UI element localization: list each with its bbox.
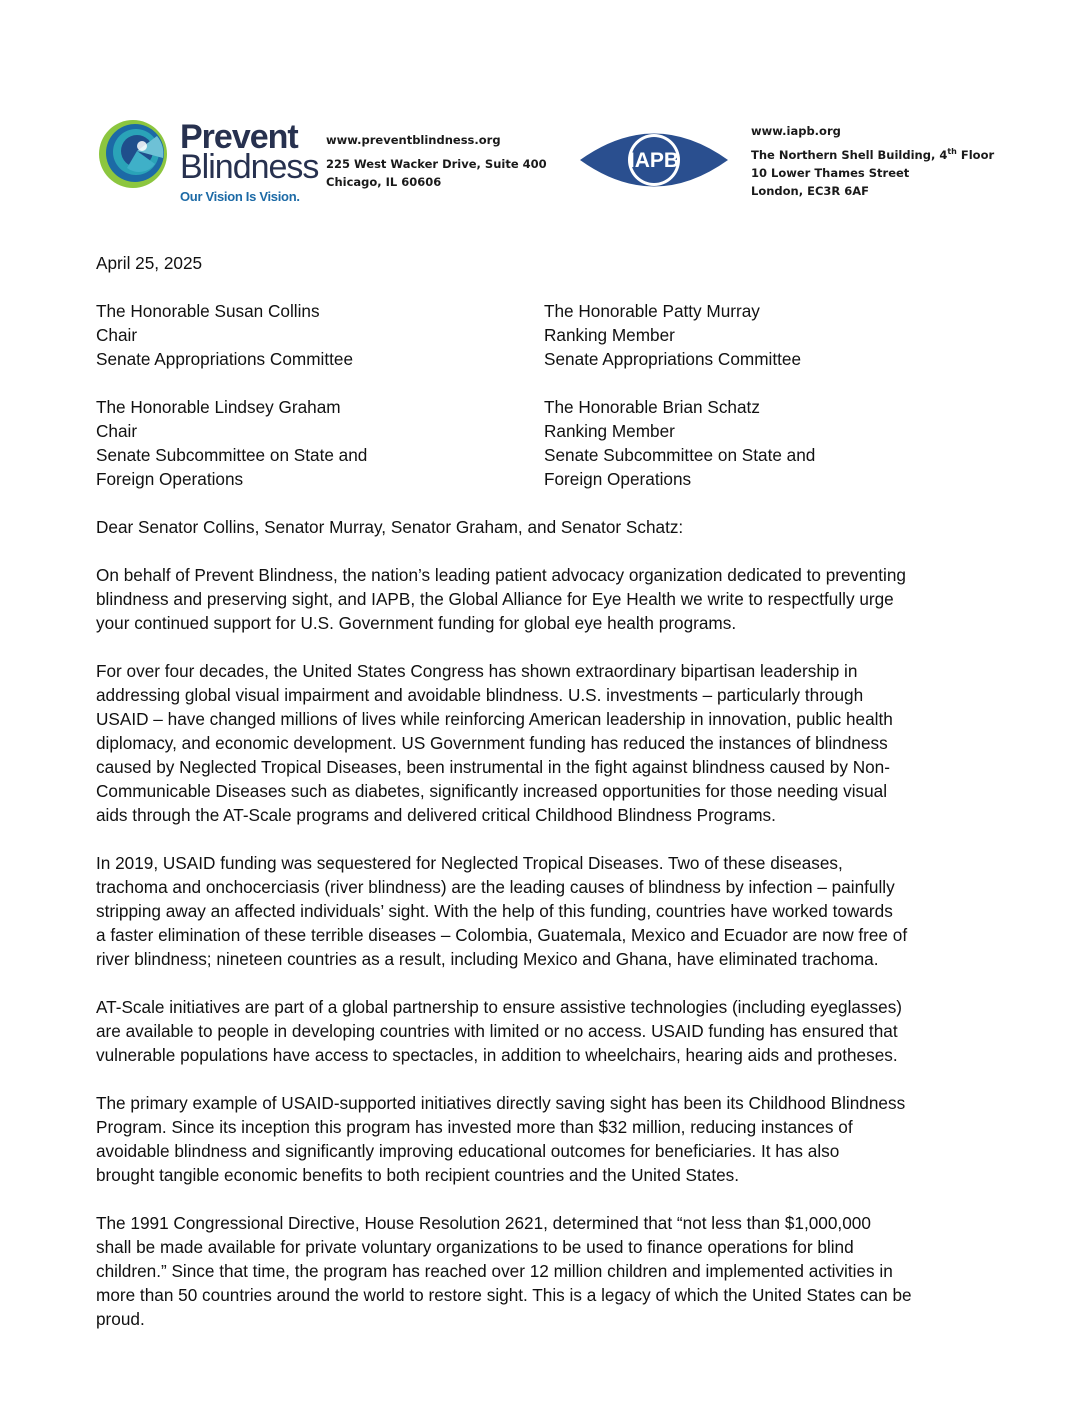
letter-date: April 25, 2025 [96,253,203,273]
prevent-blindness-address [326,131,547,191]
iapb-address [751,122,994,200]
org-name-line2: Blindness [180,148,319,186]
prevent-blindness-wordmark [180,118,319,186]
iapb-website: www.iapb.org [751,124,841,138]
addressee-title: Ranking Member [544,325,675,345]
body-paragraph: In 2019, USAID funding was sequestered for Neglected Tropical Diseases. Two of these diseases, trachoma and onchocerciasis (river blindness) are the leading causes of blindness by infection – painfully stripping away an affected individuals’ sight. With the help of this funding, countries have worked towards a faster elimination of these terrible diseases – Colombia, Guatemala, Mexico and Ecuador are now free of river blindness; nineteen countries as a result, including Mexico and Ghana, have eliminated trachoma. [96,853,908,969]
addressee-committee: Senate Appropriations Committee [96,349,353,369]
addressee-name: The Honorable Patty Murray [544,301,760,321]
addressee-title: Ranking Member [544,421,675,441]
letter-body [96,251,996,1355]
addressee [96,299,544,371]
salutation: Dear Senator Collins, Senator Murray, Senator Graham, and Senator Schatz: [96,517,684,537]
addressee-title: Chair [96,421,138,441]
org-name-line1: Prevent [180,118,298,156]
addressee-name: The Honorable Susan Collins [96,301,320,321]
addressee [96,395,544,491]
address-line: 10 Lower Thames Street [751,166,910,180]
address-line: The Northern Shell Building, 4th Floor [751,147,995,162]
addressee-committee: Foreign Operations [96,469,244,489]
addressee-block [96,299,996,491]
prevent-blindness-logo-icon [97,118,187,190]
address-line: London, EC3R 6AF [751,184,870,198]
address-line: 225 West Wacker Drive, Suite 400 [326,157,547,171]
letterhead [0,0,1088,220]
addressee-name: The Honorable Brian Schatz [544,397,760,417]
addressee [544,299,996,371]
prevent-blindness-website: www.preventblindness.org [326,133,501,147]
body-paragraph: For over four decades, the United States Congress has shown extraordinary bipartisan leadership in addressing global visual impairment and avoidable blindness. U.S. investments – particularly through USAID – have changed millions of lives while reinforcing American leadership in innovation, public health diplomacy, and economic development. US Government funding has reduced the instances of blindness caused by Neglected Tropical Diseases, been instrumental in the fight against blindness caused by Non- Communicable Diseases such as diabetes, significantly increased opportunities for those needing visual aids through the AT-Scale programs and delivered critical Childhood Blindness Programs. [96,661,893,825]
addressee-title: Chair [96,325,138,345]
addressee [544,395,996,491]
address-line: Chicago, IL 60606 [326,175,442,189]
org-tagline: Our Vision Is Vision. [180,189,300,204]
body-paragraph: The 1991 Congressional Directive, House Resolution 2621, determined that “not less than $1,000,000 shall be made available for private voluntary organizations to be used to finance operations for blind children.” Since that time, the program has reached over 12 million children and implemented activities in more than 50 countries around the world to restore sight. This is a legacy of which the United States can be proud. [96,1213,912,1329]
body-paragraph: AT-Scale initiatives are part of a global partnership to ensure assistive technologies (including eyeglasses) are available to people in developing countries with limited or no access. USAID funding has ensured that vulnerable populations have access to spectacles, in addition to wheelchairs, hearing aids and protheses. [96,997,903,1065]
iapb-eye-logo-icon [578,121,730,199]
body-paragraph: On behalf of Prevent Blindness, the nation’s leading patient advocacy organization dedicated to preventing blindness and preserving sight, and IAPB, the Global Alliance for Eye Health we write to respectfully urge your continued support for U.S. Government funding for global eye health programs. [96,565,906,633]
body-paragraph: The primary example of USAID-supported initiatives directly saving sight has been its Childhood Blindness Program. Since its inception this program has invested more than $32 million, reducing instances of avoidable blindness and significantly improving educational outcomes for beneficiaries. It has also brought tangible economic benefits to both recipient countries and the United States. [96,1093,906,1185]
addressee-name: The Honorable Lindsey Graham [96,397,341,417]
addressee-committee: Foreign Operations [544,469,692,489]
iapb-logo-text: IAPB [628,149,680,172]
addressee-committee: Senate Subcommittee on State and [96,445,368,465]
addressee-committee: Senate Appropriations Committee [544,349,801,369]
addressee-committee: Senate Subcommittee on State and [544,445,816,465]
